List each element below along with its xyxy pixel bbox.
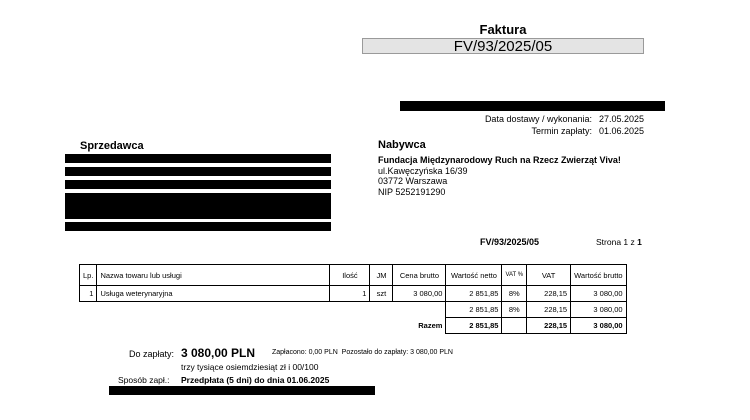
table-row xyxy=(80,286,627,302)
redaction-bar xyxy=(400,101,665,111)
amount-due-value: 3 080,00 PLN xyxy=(181,346,256,360)
doc-number-small: FV/93/2025/05 xyxy=(480,237,540,247)
items-table xyxy=(79,264,627,334)
vat-summary-row xyxy=(80,302,627,318)
col-vat: VAT xyxy=(527,265,571,286)
seller-title: Sprzedawca xyxy=(80,140,144,152)
vat-summary-rate: 8% xyxy=(502,302,527,318)
cell-net: 2 851,85 xyxy=(446,286,502,302)
buyer-title: Nabywca xyxy=(378,139,426,151)
delivery-date-value: 27.05.2025 xyxy=(598,114,644,124)
total-row xyxy=(80,318,627,334)
delivery-date-label: Data dostawy / wykonania: xyxy=(484,114,592,124)
page-prefix: Strona xyxy=(596,237,622,247)
col-vat-rate: VAT % xyxy=(502,265,527,286)
page-of: z xyxy=(630,237,635,247)
total-vat-rate-empty xyxy=(502,318,527,334)
amount-due-label: Do zapłaty: xyxy=(129,349,175,359)
total-vat: 228,15 xyxy=(527,318,571,334)
payment-method-value: Przedpłata (5 dni) do dnia 01.06.2025 xyxy=(181,375,330,385)
vat-summary-vat: 228,15 xyxy=(527,302,571,318)
cell-name: Usługa weterynaryjna xyxy=(97,286,330,302)
page-total: 1 xyxy=(637,237,642,247)
total-gross: 3 080,00 xyxy=(571,318,627,334)
cell-qty: 1 xyxy=(330,286,370,302)
cell-unit: szt xyxy=(370,286,393,302)
col-price: Cena brutto xyxy=(393,265,446,286)
table-header-row xyxy=(80,265,627,286)
dates-block xyxy=(440,113,644,137)
cell-vat-rate: 8% xyxy=(502,286,527,302)
vat-summary-gross: 3 080,00 xyxy=(571,302,627,318)
due-date-value: 01.06.2025 xyxy=(598,126,644,136)
vat-summary-net: 2 851,85 xyxy=(446,302,502,318)
col-unit: JM xyxy=(370,265,393,286)
payment-method-label: Sposób zapł.: xyxy=(118,375,170,385)
redaction-bar xyxy=(65,167,331,176)
col-qty: Ilość xyxy=(330,265,370,286)
cell-vat: 228,15 xyxy=(527,286,571,302)
cell-lp: 1 xyxy=(80,286,97,302)
due-date-label: Termin zapłaty: xyxy=(531,126,592,136)
buyer-city: 03772 Warszawa xyxy=(378,176,448,186)
amount-in-words: trzy tysiące osiemdziesiąt zł i 00/100 xyxy=(181,362,319,372)
redaction-bar xyxy=(65,180,331,189)
page-indicator xyxy=(596,237,642,247)
buyer-name: Fundacja Międzynarodowy Ruch na Rzecz Zwierząt Viva! xyxy=(378,155,621,165)
document-type: Faktura xyxy=(479,22,527,37)
col-name: Nazwa towaru lub usługi xyxy=(97,265,330,286)
redaction-bar xyxy=(65,193,331,219)
page-current: 1 xyxy=(623,237,629,247)
cell-gross: 3 080,00 xyxy=(571,286,627,302)
remaining-amount: Pozostało do zapłaty: 3 080,00 PLN xyxy=(341,349,453,356)
redaction-bar xyxy=(65,154,331,163)
buyer-nip: NIP 5252191290 xyxy=(378,186,446,197)
total-label: Razem xyxy=(418,321,443,330)
col-net: Wartość netto xyxy=(446,265,502,286)
redaction-bar xyxy=(65,222,331,231)
paid-amount: Zapłacono: 0,00 PLN xyxy=(272,349,338,356)
col-gross: Wartość brutto xyxy=(571,265,627,286)
col-lp: Lp. xyxy=(80,265,97,286)
buyer-street: ul.Kawęczyńska 16/39 xyxy=(378,165,468,176)
total-net: 2 851,85 xyxy=(446,318,502,334)
buyer-info xyxy=(378,155,621,197)
paid-info xyxy=(272,349,453,356)
invoice-number: FV/93/2025/05 xyxy=(362,38,644,54)
redaction-bar xyxy=(109,386,375,395)
cell-price: 3 080,00 xyxy=(393,286,446,302)
